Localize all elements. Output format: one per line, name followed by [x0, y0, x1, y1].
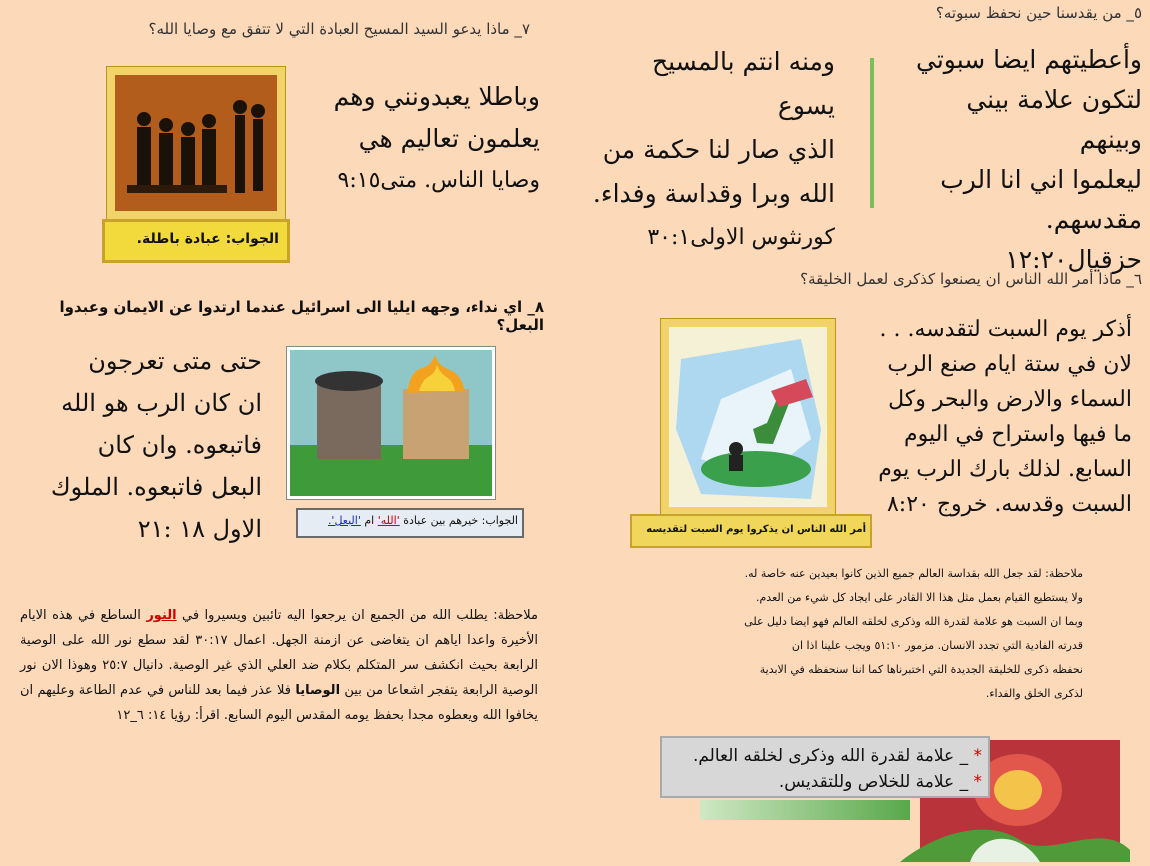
verse-line: فاتبعوه. وان كان [97, 431, 262, 459]
q5-verse-right [902, 40, 1142, 280]
q6-verse [860, 312, 1132, 522]
caption-baal: 'البعل'. [327, 514, 361, 527]
note-line: ملاحظة: لقد جعل الله بقداسة العالم جميع الذين كانوا بعيدين عنه خاصة له. [744, 567, 1083, 580]
caption-prefix: الجواب: خيرهم بين عبادة [403, 514, 518, 527]
bottom-grass [700, 800, 910, 820]
q6-caption: أمر الله الناس ان يذكروا يوم السبت لتقديسه [646, 524, 866, 535]
verse-line: الذي صار لنا حكمة من [602, 135, 835, 164]
note-left [20, 603, 538, 728]
verse-line: لان في ستة ايام صنع الرب [887, 352, 1132, 377]
note-right-block [655, 562, 1083, 706]
note-left-highlight: النور [146, 608, 177, 623]
q8-verse [12, 340, 262, 550]
verse-line: البعل فاتبعوه. الملوك [50, 473, 262, 501]
verse-line: الله وبرا وقداسة وفداء. [592, 179, 835, 208]
verse-line: السماء والارض والبحر وكل [888, 387, 1132, 412]
star-icon: * [973, 746, 982, 766]
note-line: نحفظه ذكرى للخليقة الجديدة التي اختبرناها كما اننا سنحفظه في الابدية [759, 663, 1083, 676]
verse-line: وأعطيتهم ايضا سبوتي [916, 45, 1142, 74]
q8-question: ٨_ اي نداء، وجهه ايليا الى اسرائيل عندما ارتدوا عن الايمان وعبدوا البعل؟ [59, 298, 544, 334]
verse-line: ان كان الرب هو الله [61, 389, 262, 417]
verse-line: السبت وقدسه. خروج ٨:٢٠ [886, 492, 1132, 517]
verse-line: وباطلا يعبدونني وهم [333, 82, 540, 111]
note-line: قدرته الفادية التي تجدد الانسان. مزمور ٥١:١٠ ويجب علينا اذا ان [791, 639, 1083, 652]
star-icon: * [973, 772, 982, 792]
verse-line: ليعلموا اني انا الرب [940, 165, 1142, 194]
creation-illustration [660, 318, 836, 516]
note-line: لذكرى الخلق والفداء. [985, 687, 1083, 700]
verse-line: وصايا الناس. متى٩:١٥ [337, 168, 540, 193]
q7-answer: الجواب: عبادة باطلة. [136, 231, 279, 247]
caption-or: ام [364, 514, 375, 527]
verse-line: كورنثوس الاولى٣٠:١ [647, 225, 835, 250]
q5-verse-left [590, 40, 835, 260]
caption-god: 'الله' [377, 514, 400, 527]
worship-illustration [106, 66, 286, 220]
summary-box [660, 736, 990, 798]
altars-illustration [286, 346, 496, 500]
verse-line: يعلمون تعاليم هي [358, 124, 540, 153]
verse-line: لتكون علامة بيني وبينهم [966, 85, 1142, 154]
verse-divider [870, 58, 874, 208]
summary-item [662, 743, 982, 769]
q6-question: ٦_ ماذا أمر الله الناس ان يصنعوا كذكرى لعمل الخليقة؟ [800, 270, 1142, 288]
summary-item [662, 769, 982, 795]
verse-line: ما فيها واستراح في اليوم [903, 422, 1132, 447]
note-left-part1: ملاحظة: يطلب الله من الجميع ان يرجعوا اليه تائبين ويسيروا في [182, 608, 538, 623]
sabbath-seven-icon [661, 319, 835, 515]
note-left-bold: الوصايا [295, 683, 341, 698]
verse-line: مقدسهم. حزقيال١٢:٢٠ [1005, 205, 1142, 274]
two-altars-icon [287, 347, 495, 499]
summary-item-text: _ علامة لقدرة الله وذكرى لخلقه العالم. [692, 746, 969, 766]
worshippers-icon [107, 67, 285, 219]
q7-verse [300, 76, 540, 202]
q8-caption [298, 510, 522, 527]
note-left-part3: فلا عذر فيما بعد للناس في عدم الطاعة وعليهم ان يخافوا الله ويعطوه مجدا بحفظ يومه المقدس اليوم السابع. اقرأ: رؤيا ١٤: ٦_١٢ [20, 683, 538, 723]
note-line: ولا يستطيع القيام بعمل مثل هذا الا القادر على ايجاد كل شيء من العدم. [755, 591, 1083, 604]
verse-line: السابع. لذلك بارك الرب يوم [878, 457, 1132, 482]
verse-line: حتى متى تعرجون [88, 347, 262, 375]
verse-line: أذكر يوم السبت لتقدسه. . . [879, 317, 1132, 342]
note-left-part2: الساطع في هذه الايام الأخيرة واعدا اياهم ان يتغاضى عن ازمنة الجهل. اعمال ٣٠:١٧ لقد سطع نور الله على الوصية الرابعة بحيث انكشف سر المتكلم بكلام ضد العلي الذي غير الوصية. دانيال ٢٥:٧ وهوذا الان نور الوصية الرابعة يتفجر اشعاعا من بين [20, 608, 538, 698]
q5-question: ٥_ من يقدسنا حين نحفظ سبوته؟ [935, 4, 1142, 22]
q7-answer-box [102, 219, 290, 263]
verse-line: ومنه انتم بالمسيح يسوع [651, 47, 835, 120]
note-line: وبما ان السبت هو علامة لقدرة الله وذكرى لخلقه العالم فهو ايضا دليل على [744, 615, 1083, 628]
q7-question: ٧_ ماذا يدعو السيد المسيح العبادة التي لا تتفق مع وصايا الله؟ [148, 20, 530, 38]
summary-item-text: _ علامة للخلاص وللتقديس. [778, 772, 969, 792]
verse-line: الاول ١٨ :٢١ [137, 515, 262, 543]
q8-caption-box [296, 508, 524, 538]
q6-caption-box [630, 514, 872, 548]
